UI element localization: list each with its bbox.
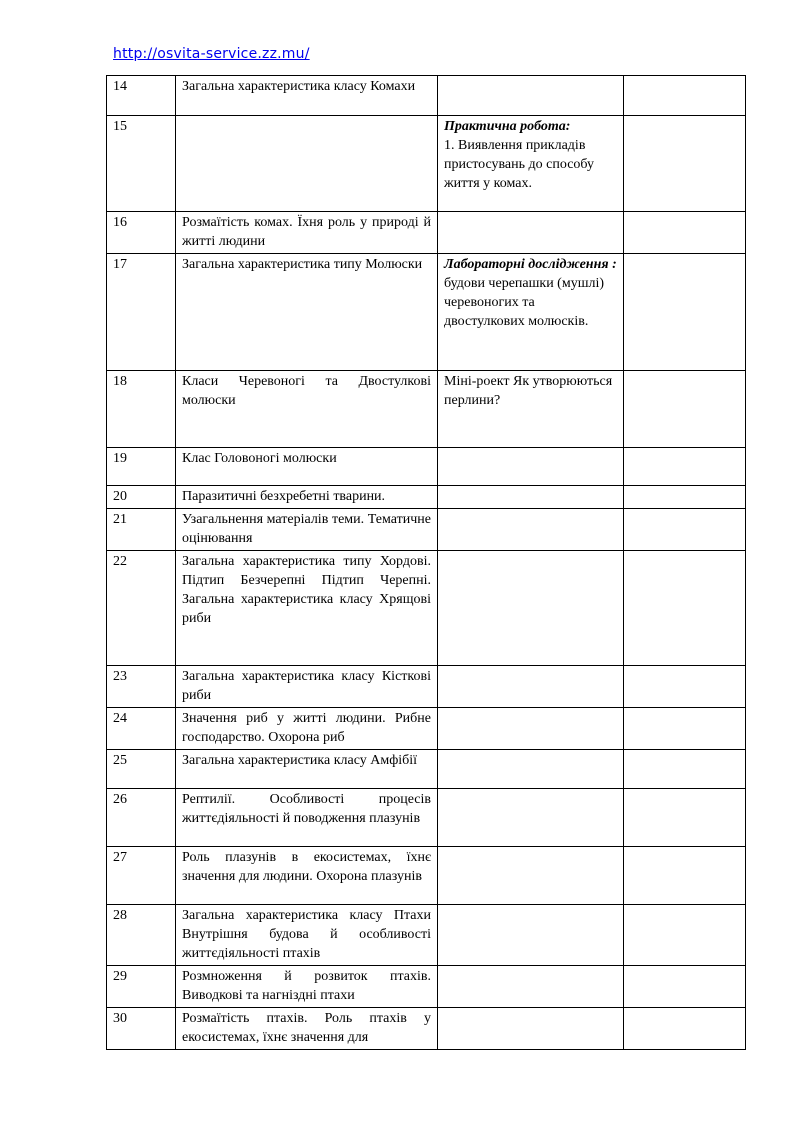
table-row: [107, 1008, 746, 1050]
practical-cell: [438, 966, 624, 1008]
notes-cell: [624, 509, 746, 551]
lesson-topic: Розмаїтість комах. Їхня роль у природі й житті людини: [176, 212, 438, 254]
notes-cell: [624, 966, 746, 1008]
practical-body: 1. Виявлення прикладів пристосувань до способу життя у комах.: [444, 138, 595, 191]
practical-cell: [438, 708, 624, 750]
table-row: [107, 371, 746, 448]
lesson-topic: Загальна характеристика типу Хордові. Підтип Безчерепні Підтип Черепні. Загальна характеристика класу Хрящові риби: [176, 551, 438, 666]
practical-cell: [438, 847, 624, 905]
notes-cell: [624, 789, 746, 847]
lesson-number: 26: [107, 789, 176, 847]
table-row: [107, 708, 746, 750]
practical-body: Міні-роект Як утворюються перлини?: [444, 374, 613, 408]
lesson-number: 28: [107, 905, 176, 966]
lesson-number: 18: [107, 371, 176, 448]
lesson-topic: Паразитичні безхребетні тварини.: [176, 486, 438, 509]
table-row: [107, 847, 746, 905]
lesson-number: 24: [107, 708, 176, 750]
notes-cell: [624, 551, 746, 666]
lesson-number: 21: [107, 509, 176, 551]
table-row: [107, 750, 746, 789]
lesson-topic: Загальна характеристика класу Амфібії: [176, 750, 438, 789]
practical-cell: [438, 666, 624, 708]
lesson-topic: Розмноження й розвиток птахів. Виводкові та нагніздні птахи: [176, 966, 438, 1008]
practical-cell: [438, 551, 624, 666]
table-row: [107, 966, 746, 1008]
table-row: [107, 509, 746, 551]
table-row: [107, 551, 746, 666]
practical-heading: Практична робота:: [444, 119, 571, 134]
table-row: [107, 212, 746, 254]
practical-heading: Лабораторні дослідження :: [444, 257, 617, 272]
notes-cell: [624, 847, 746, 905]
practical-cell: [438, 750, 624, 789]
lesson-number: 20: [107, 486, 176, 509]
practical-cell: [438, 448, 624, 486]
practical-cell: [438, 905, 624, 966]
practical-cell: [438, 254, 624, 371]
lesson-number: 17: [107, 254, 176, 371]
notes-cell: [624, 486, 746, 509]
lesson-number: 27: [107, 847, 176, 905]
header-url-link[interactable]: http://osvita-service.zz.mu/: [113, 46, 310, 62]
lesson-topic: Загальна характеристика класу Кісткові риби: [176, 666, 438, 708]
lesson-number: 14: [107, 76, 176, 116]
notes-cell: [624, 448, 746, 486]
lesson-topic: Клас Головоногі молюски: [176, 448, 438, 486]
lesson-topic: Значення риб у житті людини. Рибне господарство. Охорона риб: [176, 708, 438, 750]
notes-cell: [624, 212, 746, 254]
lesson-number: 22: [107, 551, 176, 666]
lesson-topic: Розмаїтість птахів. Роль птахів у екосистемах, їхнє значення для: [176, 1008, 438, 1050]
lesson-topic: Загальна характеристика класу Комахи: [176, 76, 438, 116]
lesson-number: 30: [107, 1008, 176, 1050]
notes-cell: [624, 76, 746, 116]
practical-cell: [438, 371, 624, 448]
table-row: [107, 116, 746, 212]
notes-cell: [624, 666, 746, 708]
table-row: [107, 789, 746, 847]
practical-cell: [438, 509, 624, 551]
lesson-topic: [176, 116, 438, 212]
notes-cell: [624, 371, 746, 448]
notes-cell: [624, 116, 746, 212]
table-row: [107, 905, 746, 966]
lesson-number: 19: [107, 448, 176, 486]
lesson-topic: Загальна характеристика класу Птахи Внутрішня будова й особливості життєдіяльності птахів: [176, 905, 438, 966]
lesson-number: 25: [107, 750, 176, 789]
practical-cell: [438, 212, 624, 254]
lesson-number: 16: [107, 212, 176, 254]
lesson-topic: Класи Черевоногі та Двостулкові молюски: [176, 371, 438, 448]
table-row: [107, 666, 746, 708]
notes-cell: [624, 1008, 746, 1050]
practical-cell: [438, 789, 624, 847]
lesson-topic: Рептилії. Особливості процесів життєдіяльності й поводження плазунів: [176, 789, 438, 847]
practical-cell: [438, 486, 624, 509]
practical-cell: [438, 1008, 624, 1050]
lesson-topic: Загальна характеристика типу Молюски: [176, 254, 438, 371]
notes-cell: [624, 905, 746, 966]
lesson-number: 29: [107, 966, 176, 1008]
table-row: [107, 448, 746, 486]
practical-cell: [438, 76, 624, 116]
notes-cell: [624, 708, 746, 750]
lesson-number: 15: [107, 116, 176, 212]
lesson-topic: Узагальнення матеріалів теми. Тематичне оцінювання: [176, 509, 438, 551]
lesson-plan-table: [106, 75, 746, 1050]
notes-cell: [624, 750, 746, 789]
lesson-topic: Роль плазунів в екосистемах, їхнє значення для людини. Охорона плазунів: [176, 847, 438, 905]
lesson-number: 23: [107, 666, 176, 708]
table-row: [107, 254, 746, 371]
table-row: [107, 486, 746, 509]
practical-cell: [438, 116, 624, 212]
practical-body: будови черепашки (мушлі) черевоногих та двостулкових молюсків.: [444, 276, 605, 329]
table-row: [107, 76, 746, 116]
notes-cell: [624, 254, 746, 371]
